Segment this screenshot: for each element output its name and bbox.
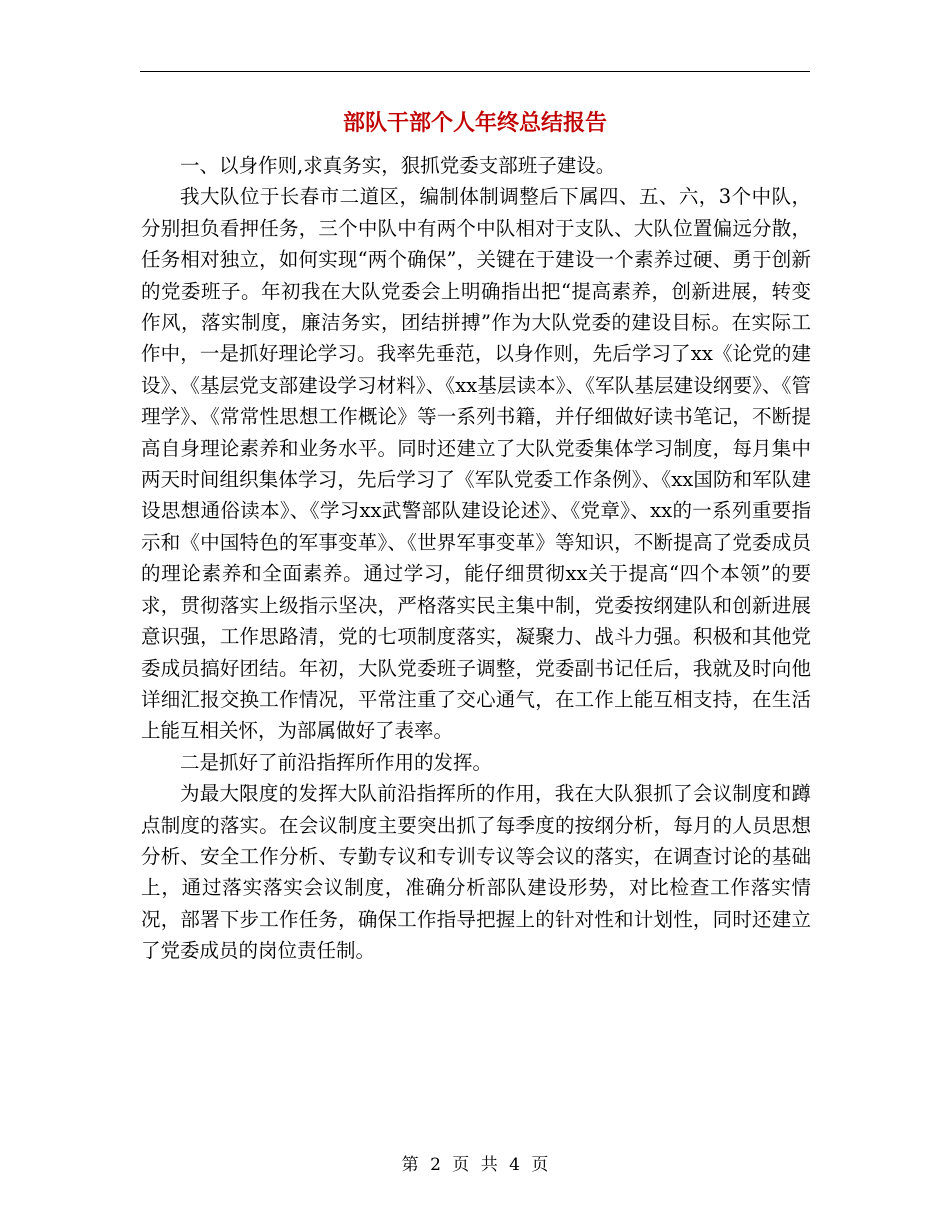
document-title: 部队干部个人年终总结报告 bbox=[342, 111, 607, 136]
paragraph-3: 二是抓好了前沿指挥所作用的发挥。 bbox=[180, 750, 493, 774]
page-number-footer: 第 2 页 共 4 页 bbox=[401, 1155, 549, 1175]
paragraph-1: 一、以身作则,求真务实，狠抓党委支部班子建设。 bbox=[180, 154, 616, 177]
paragraph-4: 为最大限度的发挥大队前沿指挥所的作用，我在大队狠抓了会议制度和蹲点制度的落实。在会议制度主要突出抓了每季度的按纲分析，每月的人员思想分析、安全工作分析、专勤专议和专训专议等会议的落实，在调查讨论的基础上，通过落实落实会议制度，准确分析部队建设形势，对比检查工作落实情况，部署下步工作任务，确保工作指导把握上的针对性和计划性，同时还建立了党委成员的岗位责任制。 bbox=[141, 782, 811, 963]
document-body bbox=[141, 150, 811, 967]
header-rule bbox=[140, 71, 810, 72]
paragraph-2: 我大队位于长春市二道区，编制体制调整后下属四、五、六，3个中队，分别担负看押任务，三个中队中有两个中队相对于支队、大队位置偏远分散，任务相对独立，如何实现“两个确保”，关键在于建设一个素养过硬、勇于创新的党委班子。年初我在大队党委会上明确指出把“提高素养，创新进展，转变作风，落实制度，廉洁务实，团结拼搏”作为大队党委的建设目标。在实际工作中，一是抓好理论学习。我率先垂范，以身作则，先后学习了xx《论党的建设》、《基层党支部建设学习材料》、《xx基层读本》、《军队基层建设纲要》、《管理学》、《常常性思想工作概论》等一系列书籍，并仔细做好读书笔记，不断提高自身理论素养和业务水平。同时还建立了大队党委集体学习制度，每月集中两天时间组织集体学习，先后学习了《军队党委工作条例》、《xx国防和军队建设思想通俗读本》、《学习xx武警部队建设论述》、《党章》、xx的一系列重要指示和《中国特色的军事变革》、《世界军事变革》等知识，不断提高了党委成员的理论素养和全面素养。通过学习，能仔细贯彻xx关于提高“四个本领”的要求，贯彻落实上级指示坚决，严格落实民主集中制，党委按纲建队和创新进展意识强，工作思路清，党的七项制度落实，凝聚力、战斗力强。积极和其他党委成员搞好团结。年初，大队党委班子调整，党委副书记任后，我就及时向他详细汇报交换工作情况，平常注重了交心通气，在工作上能互相支持，在生活上能互相关怀，为部属做好了表率。 bbox=[141, 185, 811, 743]
